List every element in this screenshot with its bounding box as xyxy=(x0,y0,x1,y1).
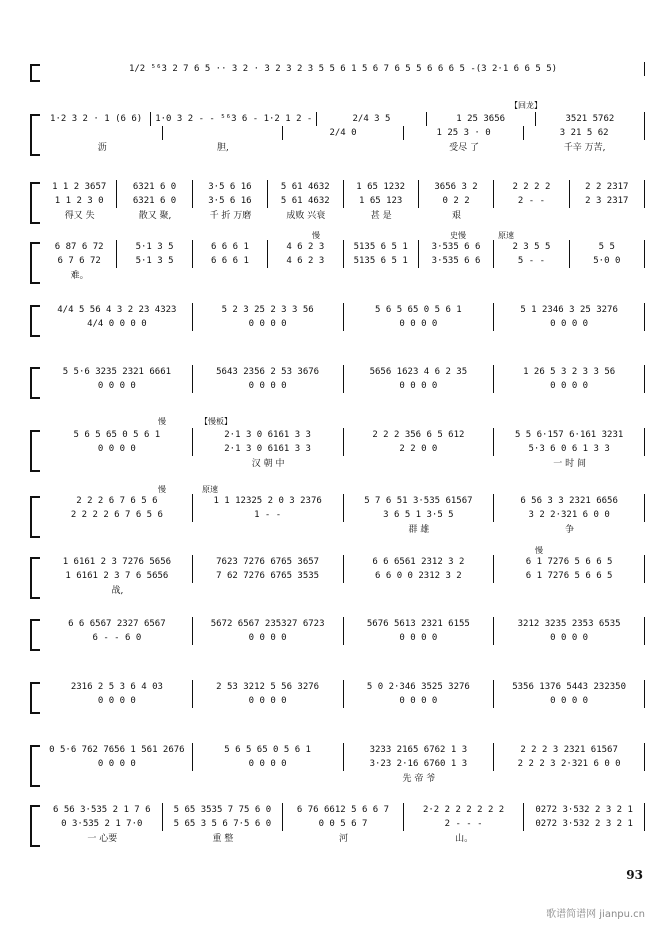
lyric: 胆, xyxy=(216,143,229,153)
measure: 2 3 2317 xyxy=(585,196,629,206)
barline xyxy=(644,569,645,583)
measure: 5643 2356 2 53 3676 xyxy=(216,367,320,377)
barline xyxy=(644,555,645,569)
lyric: 得又 失 xyxy=(64,211,95,221)
barline xyxy=(644,365,645,379)
tempo-annotation: 史慢 xyxy=(450,231,466,240)
notation-row xyxy=(42,365,645,379)
measure: 0 0 0 0 xyxy=(97,381,136,391)
measure: 6 7 6 72 xyxy=(57,256,101,266)
measure: 5 5 6·157 6·161 3231 xyxy=(514,430,624,440)
measure: 5·0 0 xyxy=(593,256,621,266)
system-bracket xyxy=(30,367,40,399)
measure: 2·1 3 0 6161 3 3 xyxy=(224,444,311,454)
lyrics-row xyxy=(42,208,645,221)
notation-row xyxy=(42,555,645,569)
lyric: 甚 是 xyxy=(370,211,392,221)
measure: 0 0 0 0 xyxy=(248,319,287,329)
barline xyxy=(644,180,645,194)
lyric: 艰 xyxy=(452,211,462,221)
measure: 3·535 6 6 xyxy=(431,242,481,252)
notation-row xyxy=(42,317,645,331)
measure: 0272 3·532 2 3 2 1 xyxy=(535,819,633,829)
barline xyxy=(644,494,645,508)
measure: 5·1 3 5 xyxy=(135,256,174,266)
lyric: 难。 xyxy=(70,271,89,281)
measure: 2 - - xyxy=(517,196,545,206)
measure: 5656 1623 4 6 2 35 xyxy=(369,367,468,377)
measure: 0 0 0 0 xyxy=(550,696,589,706)
tempo-annotation: 原速 xyxy=(202,485,218,494)
lyric: 争 xyxy=(565,525,575,535)
measure: 6 1 7276 5 6 6 5 xyxy=(525,557,613,567)
measure: 3·23 2·16 6760 1 3 xyxy=(369,759,468,769)
measure: 0 0 0 0 xyxy=(550,319,589,329)
measure: 0 0 0 0 xyxy=(248,381,287,391)
measure: 4 6 2 3 xyxy=(286,256,325,266)
measure: 0 0 5 6 7 xyxy=(318,819,368,829)
measure: 6321 6 0 xyxy=(132,182,177,192)
measure: 5 6 5 65 0 5 6 1 xyxy=(375,305,462,315)
system-bracket xyxy=(30,430,40,472)
measure: 3212 3235 2353 6535 xyxy=(517,619,621,629)
lyrics-row xyxy=(42,268,645,281)
measure: 6 6 6561 2312 3 2 xyxy=(372,557,465,567)
system-bracket xyxy=(30,496,40,538)
system-bracket xyxy=(30,682,40,714)
measure: 6 6 6567 2327 6567 xyxy=(68,619,166,629)
barline xyxy=(644,743,645,757)
measure: 2 53 3212 5 56 3276 xyxy=(216,682,320,692)
lyric: 一 心要 xyxy=(87,834,118,844)
measure: 0 0 0 0 xyxy=(399,633,438,643)
measure: 6 6 0 0 2312 3 2 xyxy=(375,571,462,581)
measure: 2 2 2 2 xyxy=(512,182,551,192)
barline xyxy=(644,254,645,268)
lyrics-row xyxy=(42,140,645,153)
lyric: 汉 朝 中 xyxy=(251,459,285,469)
barline xyxy=(644,126,645,140)
measure: 0 0 0 0 xyxy=(97,759,136,769)
system-bracket xyxy=(30,64,40,82)
system-bracket xyxy=(30,619,40,651)
measure: 6 87 6 72 xyxy=(54,242,104,252)
measure: 2/4 3 5 xyxy=(352,114,391,124)
notation-row xyxy=(42,757,645,771)
measure: 1 1 2 3 0 xyxy=(54,196,104,206)
measure: 5 1 2346 3 25 3276 xyxy=(520,305,618,315)
measure: 6321 6 0 xyxy=(132,196,177,206)
measure: 0272 3·532 2 3 2 1 xyxy=(535,805,633,815)
lyric: 重 整 xyxy=(212,834,234,844)
measure: 5135 6 5 1 xyxy=(353,242,408,252)
barline xyxy=(644,757,645,771)
notation-row xyxy=(42,442,645,456)
lyrics-row xyxy=(42,522,645,535)
measure: 0 5·6 762 7656 1 561 2676 xyxy=(49,745,185,755)
measure: 5356 1376 5443 232350 xyxy=(512,682,627,692)
barline xyxy=(644,694,645,708)
measure: 3656 3 2 xyxy=(434,182,478,192)
barline xyxy=(644,303,645,317)
barline xyxy=(644,803,645,817)
measure: 5 61 4632 xyxy=(280,182,330,192)
measure: 2·2 2 2 2 2 2 2 xyxy=(422,805,505,815)
notation-row xyxy=(42,680,645,694)
measure: 6 76 6612 5 6 6 7 xyxy=(296,805,390,815)
measure: 1 25 3656 xyxy=(456,114,506,124)
lyrics-row xyxy=(42,583,645,596)
system-bracket xyxy=(30,242,40,284)
barline xyxy=(644,508,645,522)
measure: 3·5 6 16 xyxy=(208,182,252,192)
tempo-annotation: 原速 xyxy=(498,231,514,240)
measure: 1·2 3 2 · 1 (6 6) xyxy=(50,114,143,124)
lyric: 战, xyxy=(111,586,124,596)
measure: 6 56 3 3 2321 6656 xyxy=(520,496,618,506)
system-bracket xyxy=(30,114,40,156)
measure: 2 2 2 3 2·321 6 0 0 xyxy=(517,759,621,769)
measure: 0 0 0 0 xyxy=(248,696,287,706)
measure: 0 0 0 0 xyxy=(97,444,136,454)
measure: 5 65 3 5 6 7·5 6 0 xyxy=(173,819,272,829)
measure: 0 0 0 0 xyxy=(248,633,287,643)
measure: 4/4 5 56 4 3 2 23 4323 xyxy=(57,305,177,315)
measure: 1/2 ⁵⁶3 2 7 6 5 ·· 3 2 · 3 2 3 2 3 5 5 6 1 5 6 7 6 5 5 6 6 6 5 -(3 2·1 6 6 5 5) xyxy=(128,64,558,74)
measure: 1 65 1232 xyxy=(356,182,406,192)
tempo-annotation: 慢 xyxy=(312,231,320,240)
measure: 1 26 5 3 2 3 3 56 xyxy=(523,367,616,377)
measure: 7 62 7276 6765 3535 xyxy=(216,571,320,581)
measure: 2 2 0 0 xyxy=(399,444,438,454)
measure: 6 6 6 1 xyxy=(210,242,249,252)
lyric: 千 折 万磨 xyxy=(209,211,252,221)
measure: 5672 6567 235327 6723 xyxy=(210,619,325,629)
notation-row xyxy=(42,694,645,708)
measure: 2 - - - xyxy=(444,819,483,829)
measure: 5 5·6 3235 2321 6661 xyxy=(62,367,172,377)
measure: 3233 2165 6762 1 3 xyxy=(369,745,468,755)
notation-row xyxy=(42,508,645,522)
measure: 6 56 3·535 2 1 7 6 xyxy=(53,805,151,815)
measure: 1 1 2 3657 xyxy=(52,182,107,192)
barline xyxy=(644,631,645,645)
measure: 0 0 0 0 xyxy=(248,759,287,769)
notation-row xyxy=(42,126,645,140)
measure: 0 0 0 0 xyxy=(399,381,438,391)
measure: 7623 7276 6765 3657 xyxy=(216,557,320,567)
lyric: 受尽 了 xyxy=(449,143,480,153)
tempo-annotation: 【回龙】 xyxy=(510,101,542,110)
notation-row xyxy=(42,254,645,268)
measure: 6 - - 6 0 xyxy=(92,633,142,643)
measure: 0 2 2 xyxy=(442,196,470,206)
system-bracket xyxy=(30,805,40,847)
tempo-annotation: 【慢板】 xyxy=(200,417,232,426)
notation-row xyxy=(42,817,645,831)
watermark: 歌谱简谱网 jianpu.cn xyxy=(546,909,645,920)
measure: 6 6 6 1 xyxy=(210,256,249,266)
measure: 3·535 6 6 xyxy=(431,256,481,266)
measure: 5 6 5 65 0 5 6 1 xyxy=(224,745,311,755)
barline xyxy=(644,194,645,208)
measure: 5135 6 5 1 xyxy=(353,256,408,266)
lyric: 成败 兴衰 xyxy=(286,211,326,221)
measure: 2 2 2 356 6 5 612 xyxy=(372,430,465,440)
notation-row xyxy=(42,112,645,126)
measure: 0 0 0 0 xyxy=(399,319,438,329)
measure: 1 6161 2 3 7276 5656 xyxy=(62,557,172,567)
barline xyxy=(644,428,645,442)
barline xyxy=(644,317,645,331)
lyric: 河 xyxy=(338,834,348,844)
lyrics-row xyxy=(42,456,645,469)
measure: 3 2 2·321 6 0 0 xyxy=(528,510,610,520)
measure: 0 0 0 0 xyxy=(550,381,589,391)
system-bracket xyxy=(30,182,40,224)
notation-row xyxy=(42,240,645,254)
barline xyxy=(644,112,645,126)
measure: 4 6 2 3 xyxy=(286,242,325,252)
measure: 5 - - xyxy=(517,256,545,266)
measure: 2/4 0 xyxy=(329,128,357,138)
notation-row xyxy=(42,303,645,317)
notation-row xyxy=(42,180,645,194)
measure: 3 21 5 62 xyxy=(559,128,609,138)
notation-row xyxy=(42,631,645,645)
measure: 3 6 5 1 3·5 5 xyxy=(383,510,454,520)
notation-row xyxy=(42,194,645,208)
measure: 3·5 6 16 xyxy=(208,196,252,206)
barline xyxy=(644,240,645,254)
lyric: 沥 xyxy=(97,143,107,153)
measure: 4/4 0 0 0 0 xyxy=(87,319,147,329)
lyrics-row xyxy=(42,831,645,844)
measure: 1·0 3 2 - - ⁵⁶3 6 - 1·2 1 2 - xyxy=(155,114,313,124)
measure: 5676 5613 2321 6155 xyxy=(366,619,470,629)
notation-row xyxy=(42,743,645,757)
notation-row xyxy=(42,803,645,817)
notation-row xyxy=(42,62,645,76)
measure: 3521 5762 xyxy=(565,114,615,124)
lyric: 散又 聚, xyxy=(138,211,172,221)
measure: 0 0 0 0 xyxy=(399,696,438,706)
notation-row xyxy=(42,379,645,393)
barline xyxy=(644,62,645,76)
lyric: 先 帝 爷 xyxy=(402,774,436,784)
tempo-annotation: 慢 xyxy=(158,417,166,426)
barline xyxy=(644,680,645,694)
measure: 5 2 3 25 2 3 3 56 xyxy=(221,305,314,315)
measure: 5 5 xyxy=(598,242,615,252)
barline xyxy=(162,126,163,140)
barline xyxy=(644,617,645,631)
lyric: 千辛 万苦, xyxy=(563,143,606,153)
measure: 1 6161 2 3 7 6 5656 xyxy=(65,571,169,581)
measure: 2 2 2 3 2321 61567 xyxy=(520,745,618,755)
measure: 2 2 2317 xyxy=(585,182,629,192)
tempo-annotation: 慢 xyxy=(158,485,166,494)
measure: 5·1 3 5 xyxy=(135,242,174,252)
measure: 1 65 123 xyxy=(359,196,403,206)
measure: 2 2 2 2 6 7 6 5 6 xyxy=(70,510,163,520)
measure: 5·3 6 0 6 1 3 3 xyxy=(528,444,610,454)
notation-row xyxy=(42,617,645,631)
measure: 1 1 12325 2 0 3 2376 xyxy=(213,496,322,506)
measure: 6 1 7276 5 6 6 5 xyxy=(525,571,613,581)
measure: 0 3·535 2 1 7·0 xyxy=(61,819,143,829)
lyrics-row xyxy=(42,771,645,784)
measure: 5 61 4632 xyxy=(280,196,330,206)
measure: 1 - - xyxy=(254,510,282,520)
lyric: 一 时 间 xyxy=(553,459,586,469)
measure: 5 65 3535 7 75 6 0 xyxy=(173,805,272,815)
system-bracket xyxy=(30,745,40,787)
measure: 2 3 5 5 xyxy=(512,242,551,252)
notation-row xyxy=(42,569,645,583)
measure: 5 6 5 65 0 5 6 1 xyxy=(73,430,161,440)
lyric: 群 雄 xyxy=(408,525,430,535)
measure: 2·1 3 0 6161 3 3 xyxy=(224,430,311,440)
lyric: 山。 xyxy=(455,834,474,844)
page-number: 93 xyxy=(626,868,643,882)
measure: 2 2 2 6 7 6 5 6 xyxy=(76,496,158,506)
measure: 5 7 6 51 3·535 61567 xyxy=(364,496,473,506)
barline xyxy=(644,442,645,456)
measure: 0 0 0 0 xyxy=(550,633,589,643)
measure: 2316 2 5 3 6 4 03 xyxy=(70,682,163,692)
barline xyxy=(644,817,645,831)
notation-row xyxy=(42,494,645,508)
system-bracket xyxy=(30,305,40,337)
barline xyxy=(644,379,645,393)
measure: 1 25 3 · 0 xyxy=(436,128,491,138)
tempo-annotation: 慢 xyxy=(535,546,543,555)
notation-row xyxy=(42,428,645,442)
system-bracket xyxy=(30,557,40,599)
measure: 5 0 2·346 3525 3276 xyxy=(366,682,470,692)
measure: 0 0 0 0 xyxy=(97,696,136,706)
